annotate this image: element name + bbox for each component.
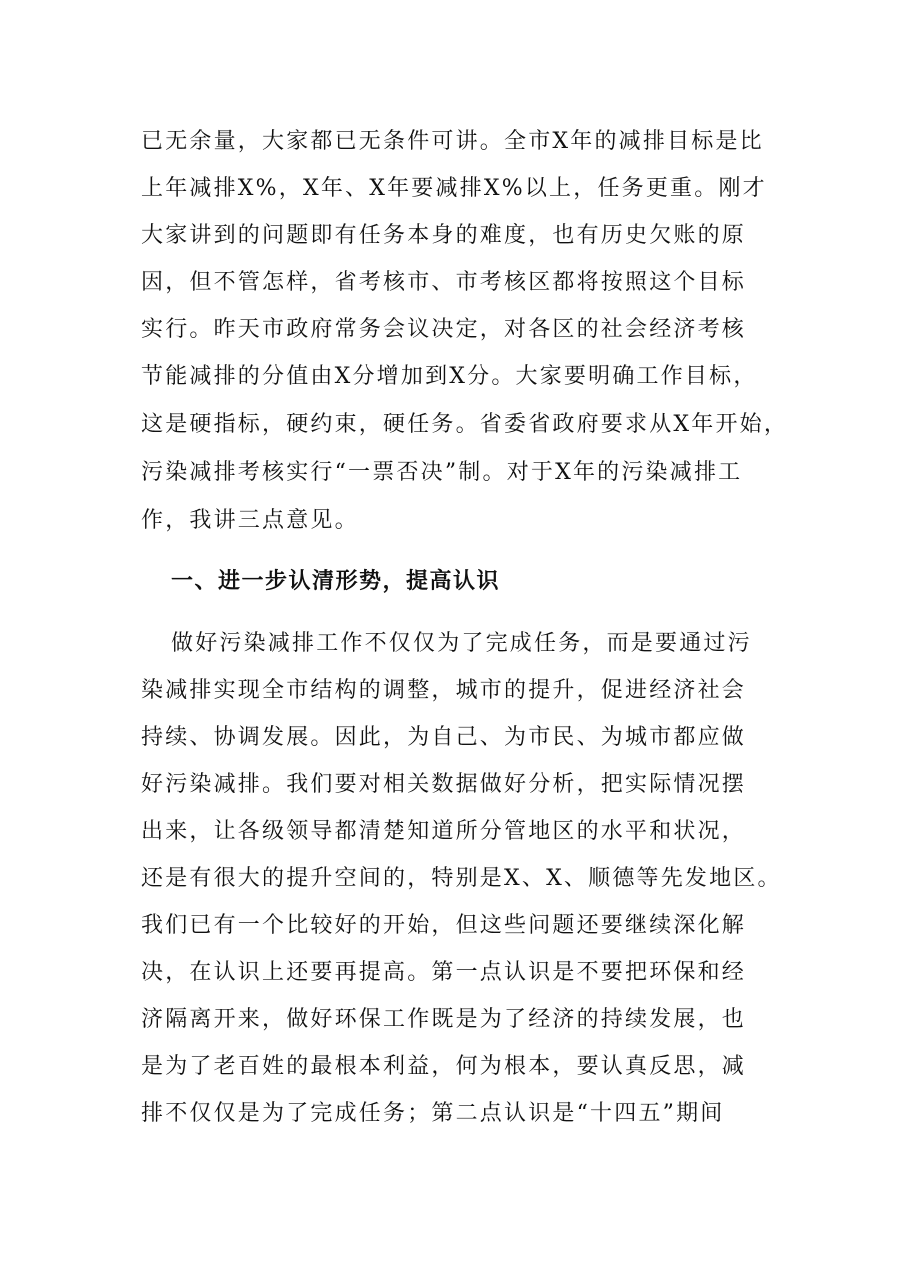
section-heading: 一、进一步认清形势，提高认识 (171, 569, 501, 594)
paragraph-line: 这是硬指标，硬约束，硬任务。省委省政府要求从X年开始， (141, 412, 789, 437)
paragraph-line: 好污染减排。我们要对相关数据做好分析，把实际情况摆 (141, 772, 747, 797)
paragraph-line: 节能减排的分值由X分增加到X分。大家要明确工作目标， (141, 364, 758, 389)
paragraph-line: 染减排实现全市结构的调整，城市的提升，促进经济社会 (141, 678, 747, 703)
paragraph-line: 还是有很大的提升空间的，特别是X、X、顺德等先发地区。 (141, 866, 782, 891)
paragraph-line: 济隔离开来，做好环保工作既是为了经济的持续发展，也 (141, 1007, 747, 1032)
paragraph-line: 是为了老百姓的最根本利益，何为根本，要认真反思，减 (141, 1054, 747, 1079)
paragraph-line: 排不仅仅是为了完成任务；第二点认识是“十四五”期间 (141, 1101, 725, 1126)
paragraph-line: 我们已有一个比较好的开始，但这些问题还要继续深化解 (141, 913, 747, 938)
paragraph-line: 作，我讲三点意见。 (141, 508, 359, 533)
paragraph-line: 因，但不管怎样，省考核市、市考核区都将按照这个目标 (141, 270, 747, 295)
paragraph-line: 大家讲到的问题即有任务本身的难度，也有历史欠账的原 (141, 223, 747, 248)
paragraph-line: 实行。昨天市政府常务会议决定，对各区的社会经济考核 (141, 317, 747, 342)
paragraph-line: 出来，让各级领导都清楚知道所分管地区的水平和状况， (141, 819, 747, 844)
paragraph-line: 做好污染减排工作不仅仅为了完成任务，而是要通过污 (171, 631, 752, 656)
paragraph-line: 上年减排X%，X年、X年要减排X%以上，任务更重。刚才 (141, 176, 767, 201)
paragraph-line: 决，在认识上还要再提高。第一点认识是不要把环保和经 (141, 960, 747, 985)
paragraph-line: 持续、协调发展。因此，为自己、为市民、为城市都应做 (141, 725, 747, 750)
paragraph-line: 污染减排考核实行“一票否决”制。对于X年的污染减排工 (141, 460, 743, 485)
paragraph-line: 已无余量，大家都已无条件可讲。全市X年的减排目标是比 (141, 129, 764, 154)
